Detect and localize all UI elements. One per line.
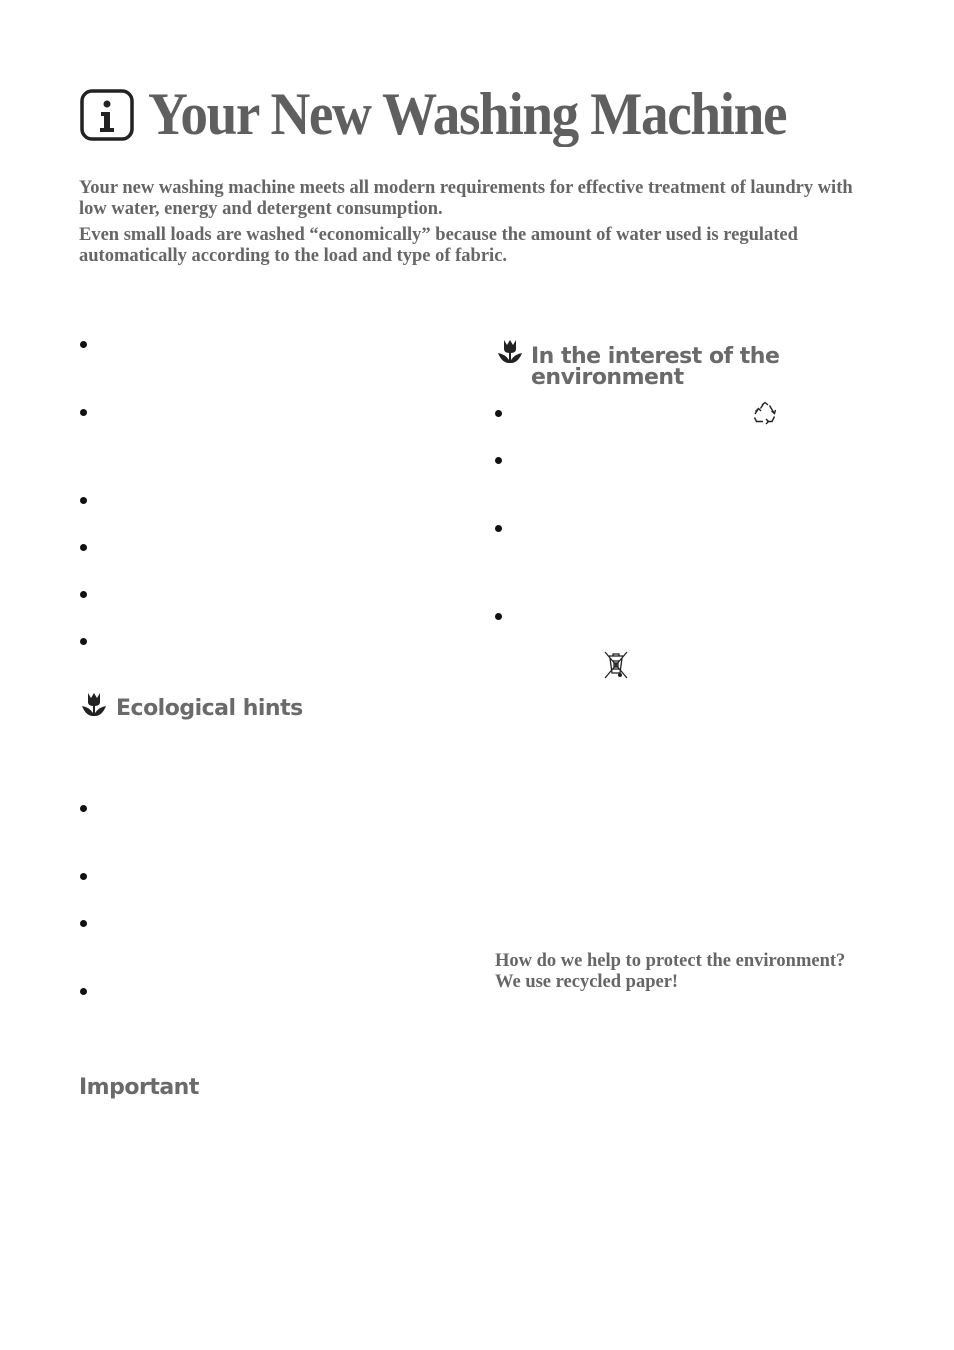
environment-section	[496, 338, 791, 388]
bullet	[80, 805, 87, 812]
bullet	[495, 613, 502, 620]
intro-paragraph-2: Even small loads are washed “economically” because the amount of water used is regulated automatically according to the load and type of fabric.	[79, 225, 798, 266]
ecological-hints-section	[80, 691, 303, 719]
bullet	[495, 410, 502, 417]
recycled-paper-note	[495, 951, 895, 993]
bullet	[80, 638, 87, 645]
title-row	[80, 80, 842, 149]
footer-answer: We use recycled paper!	[495, 972, 679, 992]
flower-icon	[80, 691, 108, 719]
bullet	[80, 988, 87, 995]
footer-question: How do we help to protect the environment?	[495, 951, 846, 971]
bullet	[495, 525, 502, 532]
bullet	[80, 497, 87, 504]
bullet	[80, 544, 87, 551]
important-heading: Important	[79, 1075, 199, 1100]
page-title: Your New Washing Machine	[148, 81, 787, 147]
intro-paragraph-1: Your new washing machine meets all modern requirements for effective treatment of laundry with low water, energy and detergent consumption.	[79, 178, 853, 219]
crossed-bin-icon	[603, 650, 629, 680]
bullet	[80, 873, 87, 880]
bullet	[80, 591, 87, 598]
bullet	[80, 341, 87, 348]
info-icon	[80, 88, 134, 142]
intro-text	[79, 178, 879, 272]
ecological-hints-heading: Ecological hints	[116, 695, 303, 721]
bullet	[80, 409, 87, 416]
flower-icon	[496, 338, 524, 366]
environment-heading: In the interest of the environment	[531, 344, 780, 390]
bullet	[80, 920, 87, 927]
recycle-icon	[752, 401, 778, 425]
bullet	[495, 457, 502, 464]
